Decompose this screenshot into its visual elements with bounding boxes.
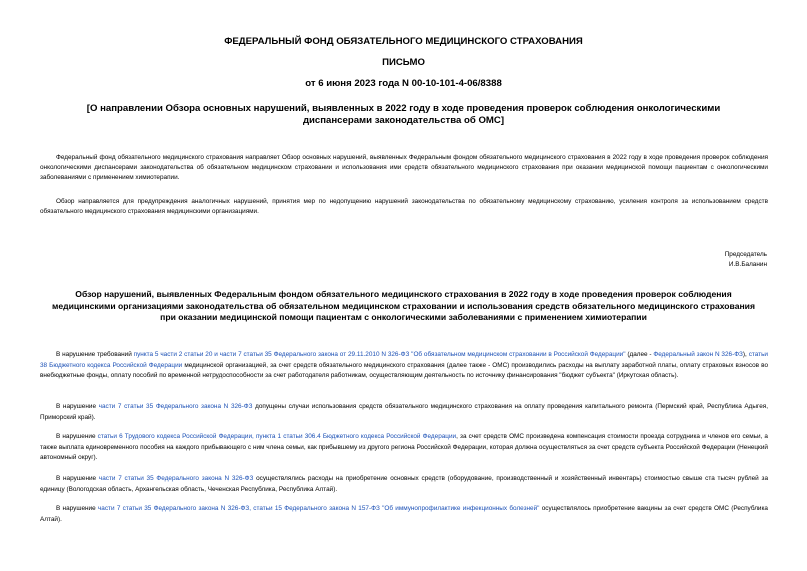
law-link[interactable]: статьи 38 Бюджетного кодекса Российской Федерации [40,351,768,369]
law-link[interactable]: статьи 6 Трудового кодекса Российской Федерации, пункта 1 статьи 306.4 Бюджетного кодекса Российской Федерации [97,433,457,440]
law-link[interactable]: части 7 статьи 35 Федерального закона N 326-ФЗ, статьи 15 Федерального закона N 157-ФЗ "Об иммунопрофилактике инфекционных болезней" [97,505,540,512]
law-link[interactable]: Федеральный закон N 326-ФЗ [653,351,743,358]
review-paragraph-4 [40,474,768,495]
text-segment: медицинской организацией, за счет средств обязательного медицинского страхования (далее также - ОМС) производились расходы на выплату заработной платы, оплату страховых взносов во внебюджетные фонды, оплату пособий по временной нетрудоспособности за счет работодателя работникам, осуществляющим деятельность по источнику финансирования "бюджет субъекта" (Иркутская область). [40,361,768,379]
text-segment: допущены случаи использования средств обязательного медицинского страхования на оплату проведения капитального ремонта (Пермский край, Республика Адыгея, Приморский край). [40,403,768,421]
document-type: ПИСЬМО [382,57,425,68]
law-link[interactable]: пункта 5 части 2 статьи 20 и части 7 статьи 35 Федерального закона от 29.11.2010 N 326-ФЗ "Об обязательном медицинском страховании в Российской Федерации" [133,351,626,358]
review-paragraph-1 [40,350,768,382]
signer-name: И.В.Баланин [728,261,767,268]
text-segment: осуществлялось приобретение вакцины за счет средств ОМС (Республика Алтай). [40,505,768,523]
document-subject: [О направлении Обзора основных нарушений, выявленных в 2022 году в ходе проведения проверок соблюдения онкологическими диспансерами законодательства об ОМС] [86,103,721,126]
text-segment: осуществлялись расходы на приобретение основных средств (оборудование, производственный и хозяйственный инвентарь) стоимостью свыше ста тысяч рублей за единицу (Вологодская область, Архангельская область, Чеченская Республика, Республика Алтай). [40,475,768,493]
text-segment: В нарушение требований [56,351,134,358]
review-paragraph-5 [40,504,768,525]
text-segment: ), [742,351,749,358]
letter-paragraph-1: Федеральный фонд обязательного медицинского страхования направляет Обзор основных нарушений, выявленных Федеральным фондом обязательного медицинского страхования в 2022 году в ходе проведения проверок соблюдения онкологическими диспансерами законодательства об обязательном медицинском страховании и использования ими средств обязательного медицинского страхования при оказании медицинской помощи пациентам с онкологическими заболеваниями с применением химиотерапии. [40,154,768,181]
text-segment: В нарушение [56,403,99,410]
signer-title: Председатель [724,251,767,258]
issuing-organization: ФЕДЕРАЛЬНЫЙ ФОНД ОБЯЗАТЕЛЬНОГО МЕДИЦИНСКОГО СТРАХОВАНИЯ [224,36,583,47]
law-link[interactable]: части 7 статьи 35 Федерального закона N 326-ФЗ [98,475,254,482]
document-date-number: от 6 июня 2023 года N 00-10-101-4-06/8388 [305,78,502,89]
review-paragraph-2 [40,402,768,423]
text-segment: , за счет средств ОМС произведена компенсация стоимости проезда сотрудника и членов его семьи, а также выплата единовременного пособия на каждого прибывающего с ним члена семьи, как прибывшему из другого региона Российской Федерации, которая должна осуществляться за счет средств субъекта Российской Федерации (Ненецкий автономный округ). [40,433,768,461]
letter-paragraph-2: Обзор направляется для предупреждения аналогичных нарушений, принятия мер по недопущению нарушений законодательства по обязательному медицинскому страхованию, усиления контроля за использованием средств обязательного медицинского страхования медицинскими организациями. [40,198,768,215]
text-segment: В нарушение [56,505,98,512]
text-segment: В нарушение [56,433,98,440]
review-paragraph-3 [40,432,768,464]
law-link[interactable]: части 7 статьи 35 Федерального закона N 326-ФЗ [98,403,253,410]
review-title: Обзор нарушений, выявленных Федеральным фондом обязательного медицинского страхования в 2022 году в ходе проведения проверок соблюдения медицинскими организациями законодательства об обязательном медицинском страховании и использования средств обязательного медицинского страхования при оказании медицинской помощи пациентам с онкологическими заболеваниями с применением химиотерапии [52,289,755,322]
text-segment: (далее - [625,351,654,358]
text-segment: В нарушение [56,475,99,482]
